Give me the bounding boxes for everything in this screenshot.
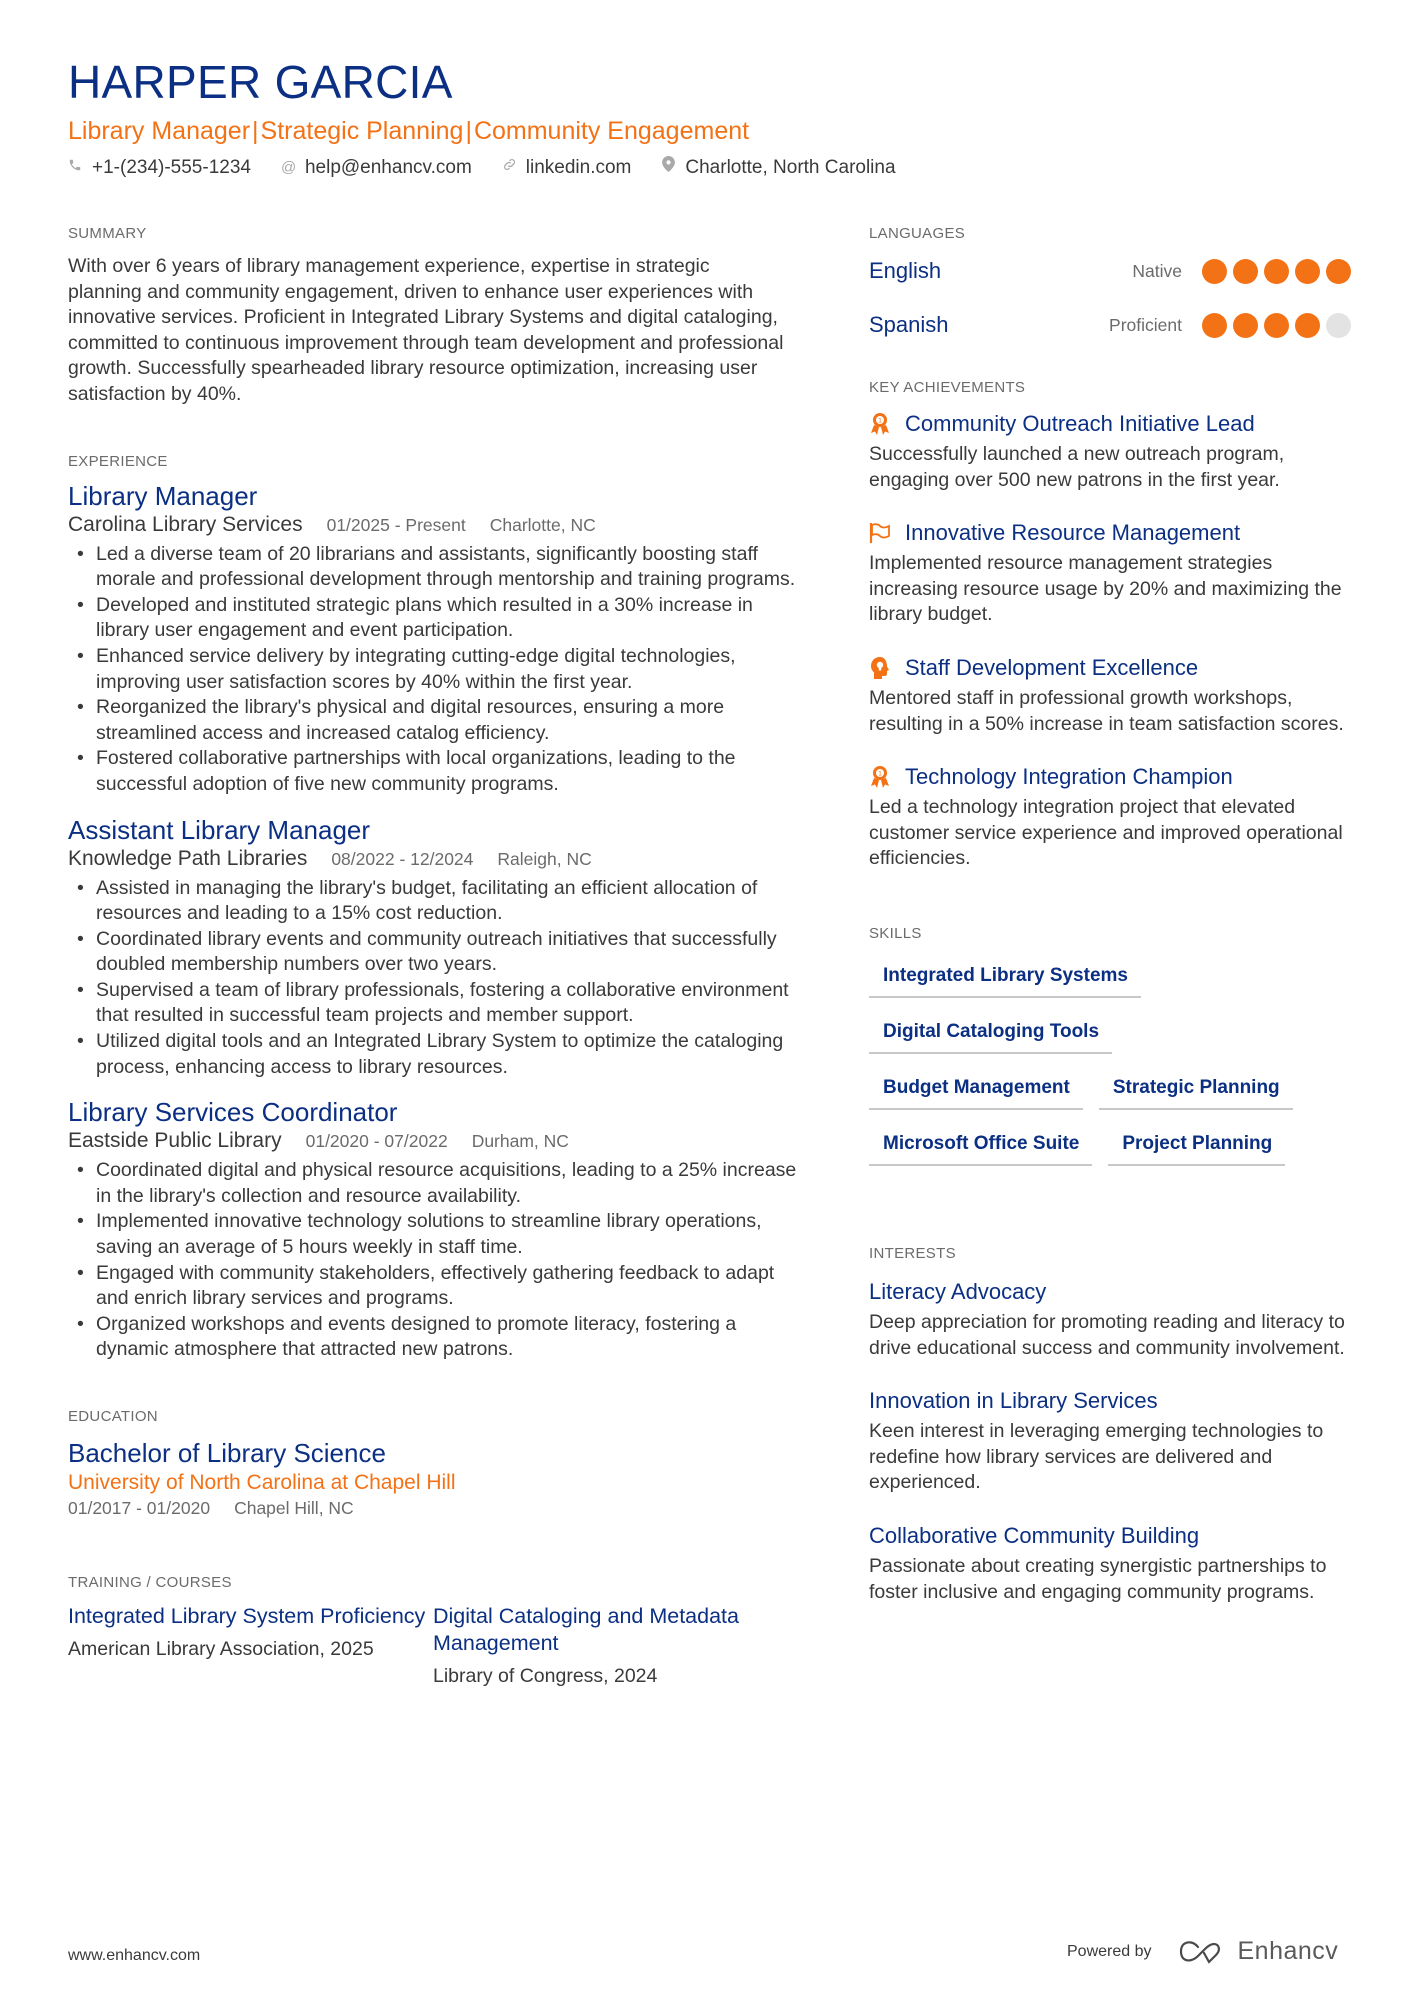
achievement-item: [869, 519, 1351, 628]
enhancv-logo-icon: [1178, 1939, 1226, 1965]
section-title-interests: INTERESTS: [869, 1244, 956, 1262]
job-bullet: • Reorganized the library's physical and digital resources, ensuring a more streamlined access and increased catalog efficiency.: [68, 695, 798, 746]
enhancv-brand-name: Enhancv: [1237, 1937, 1339, 1965]
job-location: Raleigh, NC: [497, 848, 592, 869]
skills-list: [869, 958, 1349, 1182]
skills-section: [869, 924, 1351, 1182]
languages-section: [869, 224, 1351, 352]
interest-desc: Keen interest in leveraging emerging technologies to redefine how library services are delivered and experienced.: [869, 1420, 1324, 1494]
job-location: Charlotte, NC: [489, 514, 596, 535]
achievement-title: Innovative Resource Management: [905, 520, 1241, 546]
job-bullet: • Coordinated library events and community outreach initiatives that successfully doubled membership numbers over two years.: [68, 927, 798, 978]
achievement-title: Community Outreach Initiative Lead: [905, 411, 1255, 436]
job-bullet: • Enhanced service delivery by integrating cutting-edge digital technologies, improving user satisfaction scores by 40% within the first year.: [68, 644, 798, 695]
experience-section: [68, 452, 798, 1363]
section-title-languages: LANGUAGES: [869, 225, 966, 242]
rating-dot-empty: [1326, 313, 1351, 338]
achievement-desc: Implemented resource management strategies increasing resource usage by 20% and maximizing the library budget.: [869, 552, 1342, 626]
interest-title: Literacy Advocacy: [869, 1278, 1047, 1304]
tagline-separator: |: [252, 117, 259, 145]
language-row: [869, 244, 1351, 298]
job-bullet: • Fostered collaborative partnerships with local organizations, leading to the successful adoption of five new community programs.: [68, 746, 798, 797]
powered-by-label: Powered by: [1067, 1942, 1152, 1960]
skill-tag: Project Planning: [1108, 1126, 1285, 1166]
achievement-item: [869, 763, 1351, 872]
interest-item: [869, 1387, 1351, 1496]
language-name: Spanish: [869, 312, 949, 337]
rating-dot-filled: [1202, 313, 1227, 338]
company-name: Carolina Library Services: [68, 512, 303, 536]
summary-section: [68, 224, 798, 408]
company-name: Knowledge Path Libraries: [68, 846, 308, 870]
phone-icon: [68, 156, 82, 180]
interest-desc: Deep appreciation for promoting reading and literacy to drive educational success and community involvement.: [869, 1310, 1345, 1359]
language-level: Native: [1132, 260, 1182, 281]
rating-dot-filled: [1264, 259, 1289, 284]
interest-desc: Passionate about creating synergistic partnerships to foster inclusive and engaging community programs.: [869, 1554, 1327, 1603]
degree-title: Bachelor of Library Science: [68, 1438, 386, 1468]
section-title-education: EDUCATION: [68, 1408, 158, 1425]
head-lightbulb-icon: [869, 656, 891, 680]
achievement-title: Technology Integration Champion: [905, 764, 1233, 790]
company-name: Eastside Public Library: [68, 1129, 282, 1153]
tagline-skill-2: Community Engagement: [473, 117, 750, 145]
education-section: [68, 1407, 798, 1519]
location-text: Charlotte, North Carolina: [685, 157, 896, 178]
job-bullet: • Led a diverse team of 20 librarians and assistants, significantly boosting staff morale and professional development through mentorship and training programs.: [68, 542, 798, 593]
job-bullet: • Engaged with community stakeholders, effectively gathering feedback to adapt and enrich library services and programs.: [68, 1261, 798, 1312]
language-name: English: [869, 258, 942, 283]
skill-tag: Budget Management: [869, 1070, 1083, 1110]
skill-tag: Microsoft Office Suite: [869, 1126, 1092, 1166]
skill-tag: Digital Cataloging Tools: [869, 1014, 1112, 1054]
rating-dot-filled: [1233, 259, 1258, 284]
interest-item: [869, 1522, 1351, 1605]
section-title-skills: SKILLS: [869, 924, 922, 942]
candidate-name: HARPER GARCIA: [68, 56, 453, 108]
skill-tag: Strategic Planning: [1099, 1070, 1293, 1110]
achievements-section: [869, 378, 1351, 872]
job-entry: [68, 480, 798, 798]
training-org: American Library Association, 2025: [68, 1638, 374, 1660]
interests-section: [869, 1244, 1351, 1605]
award-ribbon-icon: [869, 765, 891, 789]
job-meta: [68, 512, 798, 538]
contact-linkedin[interactable]: [502, 156, 632, 180]
job-title: Assistant Library Manager: [68, 814, 371, 845]
education-dates: 01/2017 - 01/2020: [68, 1498, 211, 1518]
job-bullets: [68, 542, 798, 798]
job-dates: 08/2022 - 12/2024: [331, 848, 474, 869]
achievement-item: [869, 410, 1351, 493]
phone-text: +1-(234)-555-1234: [92, 157, 251, 178]
training-item: [68, 1603, 433, 1689]
rating-dot-filled: [1326, 259, 1351, 284]
achievement-desc: Successfully launched a new outreach program, engaging over 500 new patrons in the first year.: [869, 443, 1285, 491]
education-location: Chapel Hill, NC: [234, 1498, 354, 1518]
summary-text: With over 6 years of library management experience, expertise in strategic planning and community engagement, driven to enhance user experiences with innovative services. Proficient in Integrated Library Systems and digital cataloging, committed to continuous improvement through team development and professional growth. Successfully spearheaded library resource optimization, increasing user satisfaction by 40%.: [68, 255, 784, 405]
tagline-separator: |: [465, 117, 472, 145]
training-grid: [68, 1603, 798, 1689]
achievement-desc: Mentored staff in professional growth workshops, resulting in a 50% increase in team satisfaction scores.: [869, 686, 1344, 735]
language-rating-dots: [1196, 259, 1351, 284]
job-bullet: • Implemented innovative technology solutions to streamline library operations, saving an average of 5 hours weekly in staff time.: [68, 1209, 798, 1260]
job-bullets: [68, 876, 798, 1081]
section-title-training: TRAINING / COURSES: [68, 1574, 232, 1591]
language-level: Proficient: [1109, 314, 1182, 335]
section-title-achievements: KEY ACHIEVEMENTS: [869, 379, 1026, 396]
achievement-item: [869, 654, 1351, 737]
job-dates: 01/2020 - 07/2022: [305, 1131, 448, 1152]
section-title-experience: EXPERIENCE: [68, 452, 168, 470]
job-bullets: [68, 1158, 798, 1363]
contact-phone[interactable]: [68, 156, 251, 180]
achievement-desc: Led a technology integration project that elevated customer service experience and improved operational efficiencies.: [869, 796, 1343, 870]
footer-branding[interactable]: [1067, 1937, 1338, 1966]
contact-bar: [68, 156, 1348, 180]
interest-title: Innovation in Library Services: [869, 1388, 1158, 1414]
right-column: [869, 224, 1351, 1605]
job-bullet: • Utilized digital tools and an Integrated Library System to optimize the cataloging process, enhancing access to library resources.: [68, 1029, 798, 1080]
job-bullet: • Developed and instituted strategic plans which resulted in a 30% increase in library user engagement and event participation.: [68, 593, 798, 644]
job-bullet: • Organized workshops and events designed to promote literacy, fostering a dynamic atmosphere that attracted new patrons.: [68, 1312, 798, 1363]
achievement-title: Staff Development Excellence: [905, 654, 1199, 680]
job-bullet: • Supervised a team of library professionals, fostering a collaborative environment that resulted in successful team projects and member support.: [68, 978, 798, 1029]
location-pin-icon: [661, 156, 675, 180]
job-title: Library Services Coordinator: [68, 1097, 398, 1128]
job-meta: [68, 1128, 798, 1154]
footer-website-link[interactable]: www.enhancv.com: [68, 1947, 201, 1964]
training-item: [433, 1603, 798, 1689]
award-ribbon-icon: [869, 412, 891, 436]
link-icon: [502, 156, 516, 180]
job-meta: [68, 846, 798, 872]
job-title: Library Manager: [68, 480, 258, 511]
svg-text:1: 1: [878, 770, 882, 778]
left-column: [68, 224, 798, 1689]
flag-icon: [869, 521, 891, 545]
rating-dot-filled: [1295, 259, 1320, 284]
job-bullet: • Assisted in managing the library's budget, facilitating an efficient allocation of resources and leading to a 15% cost reduction.: [68, 876, 798, 927]
rating-dot-filled: [1233, 313, 1258, 338]
training-org: Library of Congress, 2024: [433, 1665, 658, 1687]
email-text: help@enhancv.com: [304, 157, 472, 178]
interest-title: Collaborative Community Building: [869, 1522, 1200, 1548]
rating-dot-filled: [1264, 313, 1289, 338]
job-entry: [68, 1096, 798, 1363]
resume-header: [68, 56, 1348, 180]
language-rating-dots: [1196, 313, 1351, 338]
tagline-skill-1: Strategic Planning: [260, 117, 464, 145]
job-dates: 01/2025 - Present: [326, 514, 466, 535]
job-location: Durham, NC: [471, 1131, 569, 1152]
language-row: [869, 298, 1351, 352]
school-name: University of North Carolina at Chapel Hill: [68, 1471, 456, 1494]
linkedin-text: linkedin.com: [525, 157, 632, 178]
svg-text:1: 1: [878, 417, 882, 425]
job-bullet: • Coordinated digital and physical resource acquisitions, leading to a 25% increase in the library's collection and resource availability.: [68, 1158, 798, 1209]
at-icon: @: [280, 159, 297, 176]
training-title: Integrated Library System Proficiency: [68, 1604, 426, 1628]
headline-tagline: [68, 116, 1348, 146]
job-entry: [68, 814, 798, 1081]
section-title-summary: SUMMARY: [68, 225, 147, 242]
contact-location: [661, 156, 895, 180]
training-title: Digital Cataloging and Metadata Management: [433, 1604, 739, 1655]
rating-dot-filled: [1295, 313, 1320, 338]
rating-dot-filled: [1202, 259, 1227, 284]
skill-tag: Integrated Library Systems: [869, 958, 1141, 998]
contact-email[interactable]: [281, 156, 472, 180]
education-meta: [68, 1497, 798, 1519]
interest-item: [869, 1278, 1351, 1361]
training-section: [68, 1573, 798, 1689]
tagline-role: Library Manager: [68, 117, 251, 145]
